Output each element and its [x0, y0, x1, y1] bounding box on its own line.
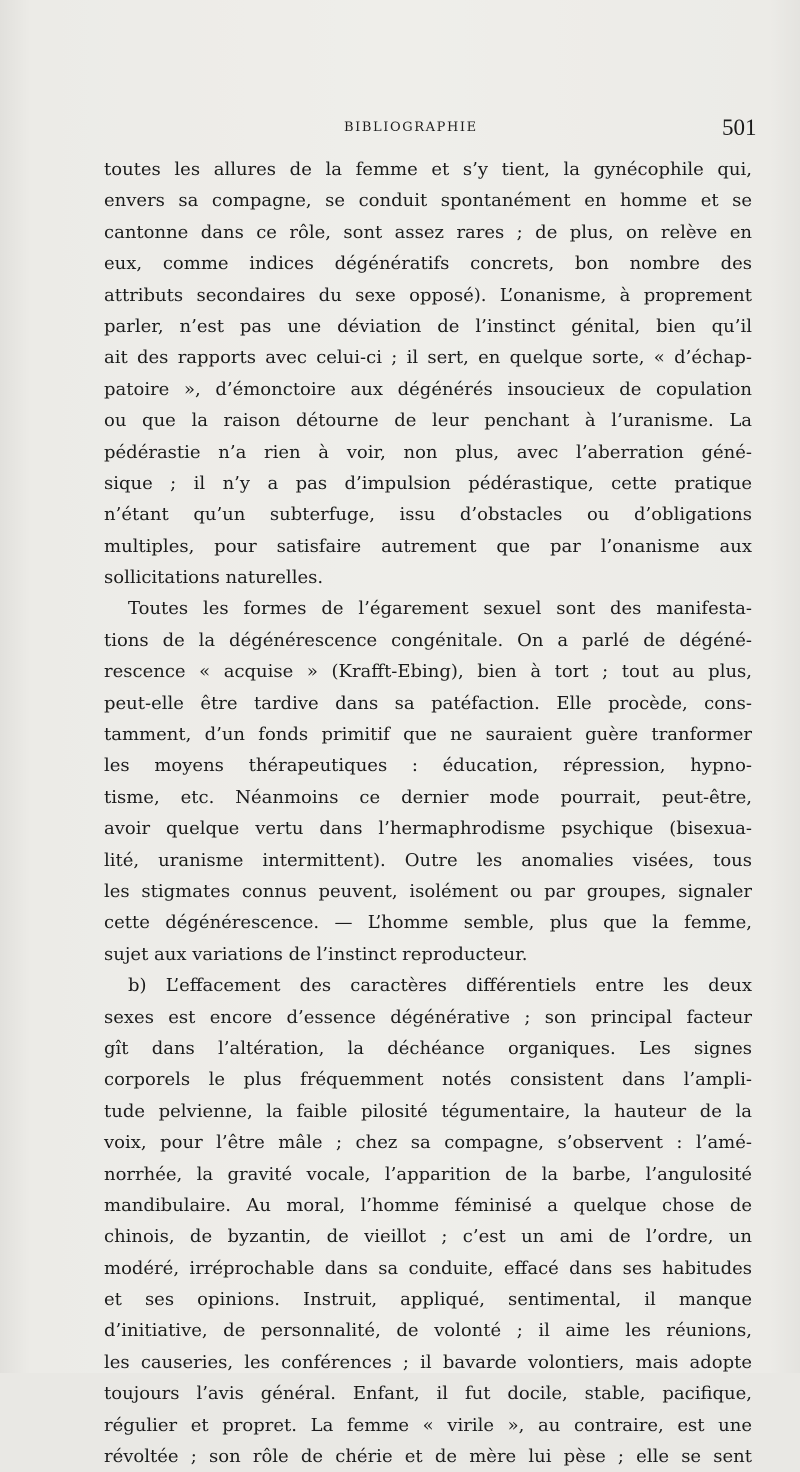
text-line: tamment, d’un fonds primitif que ne sauraient guère tranformer [104, 724, 752, 746]
text-line: les stigmates connus peuvent, isolément ou par groupes, signaler [104, 880, 752, 902]
text-line: patoire », d’émonctoire aux dégénérés insoucieux de copulation [104, 378, 752, 400]
text-line: parler, n’est pas une déviation de l’instinct génital, bien qu’il [104, 315, 752, 337]
text-line: n’étant qu’un subterfuge, issu d’obstacles ou d’obligations [104, 504, 752, 526]
text-line: eux, comme indices dégénératifs concrets, bon nombre des [104, 253, 752, 275]
text-line: ait des rapports avec celui-ci ; il sert, en quelque sorte, « d’échap- [104, 347, 752, 369]
text-line: avoir quelque vertu dans l’hermaphrodisme psychique (bisexua- [104, 818, 752, 840]
text-line: corporels le plus fréquemment notés consistent dans l’ampli- [104, 1069, 752, 1091]
text-line: peut-elle être tardive dans sa patéfaction. Elle procède, cons- [104, 692, 752, 714]
text-line: tisme, etc. Néanmoins ce dernier mode pourrait, peut-être, [104, 786, 752, 808]
running-title: BIBLIOGRAPHIE [344, 120, 478, 135]
text-line: sique ; il n’y a pas d’impulsion pédérastique, cette pratique [104, 472, 752, 494]
text-line: lité, uranisme intermittent). Outre les anomalies visées, tous [104, 849, 752, 871]
text-line: régulier et propret. La femme « virile », au contraire, est une [104, 1414, 752, 1436]
text-line: révoltée ; son rôle de chérie et de mère lui pèse ; elle se sent [104, 1446, 752, 1468]
text-line: cantonne dans ce rôle, sont assez rares ; de plus, on relève en [104, 221, 752, 243]
paragraph [104, 970, 752, 1472]
text-line: envers sa compagne, se conduit spontanément en homme et se [104, 190, 752, 212]
text-line: mandibulaire. Au moral, l’homme féminisé a quelque chose de [104, 1194, 752, 1216]
text-line: Toutes les formes de l’égarement sexuel sont des manifesta- [128, 598, 752, 620]
text-line: et ses opinions. Instruit, appliqué, sentimental, il manque [104, 1289, 752, 1311]
text-line: voix, pour l’être mâle ; chez sa compagne, s’observent : l’amé- [104, 1132, 752, 1154]
text-line: chinois, de byzantin, de vieillot ; c’est un ami de l’ordre, un [104, 1226, 752, 1248]
text-line: les causeries, les conférences ; il bavarde volontiers, mais adopte [104, 1351, 752, 1373]
text-line: gît dans l’altération, la déchéance organiques. Les signes [104, 1037, 752, 1059]
text-line: d’initiative, de personnalité, de volonté ; il aime les réunions, [104, 1320, 752, 1342]
text-line: toutes les allures de la femme et s’y tient, la gynécophile qui, [104, 159, 752, 180]
text-line: sujet aux variations de l’instinct reproducteur. [104, 943, 528, 965]
paragraph [104, 154, 752, 593]
text-line: les moyens thérapeutiques : éducation, répression, hypno- [104, 755, 752, 777]
text-line: tude pelvienne, la faible pilosité tégumentaire, la hauteur de la [104, 1100, 752, 1122]
paragraph [104, 593, 752, 970]
text-line: toujours l’avis général. Enfant, il fut docile, stable, pacifique, [104, 1383, 752, 1405]
page-header [0, 115, 800, 144]
text-line: sollicitations naturelles. [104, 567, 324, 589]
text-line: pédérastie n’a rien à voir, non plus, avec l’aberration géné- [104, 441, 752, 463]
text-line: multiples, pour satisfaire autrement que par l’onanisme aux [104, 535, 752, 557]
text-line: norrhée, la gravité vocale, l’apparition de la barbe, l’angulosité [104, 1163, 752, 1185]
text-line: cette dégénérescence. — L’homme semble, plus que la femme, [104, 912, 752, 934]
text-line: tions de la dégénérescence congénitale. On a parlé de dégéné- [104, 629, 752, 651]
text-line: modéré, irréprochable dans sa conduite, effacé dans ses habitudes [104, 1257, 752, 1279]
text-line: sexes est encore d’essence dégénérative ; son principal facteur [104, 1006, 752, 1028]
text-line: attributs secondaires du sexe opposé). L’onanisme, à proprement [104, 284, 752, 306]
text-line: b) L’effacement des caractères différentiels entre les deux [128, 975, 752, 997]
text-line: rescence « acquise » (Krafft-Ebing), bien à tort ; tout au plus, [104, 661, 752, 683]
body-text [104, 154, 752, 1472]
page-number: 501 [722, 115, 757, 140]
text-line: ou que la raison détourne de leur penchant à l’uranisme. La [104, 410, 752, 432]
